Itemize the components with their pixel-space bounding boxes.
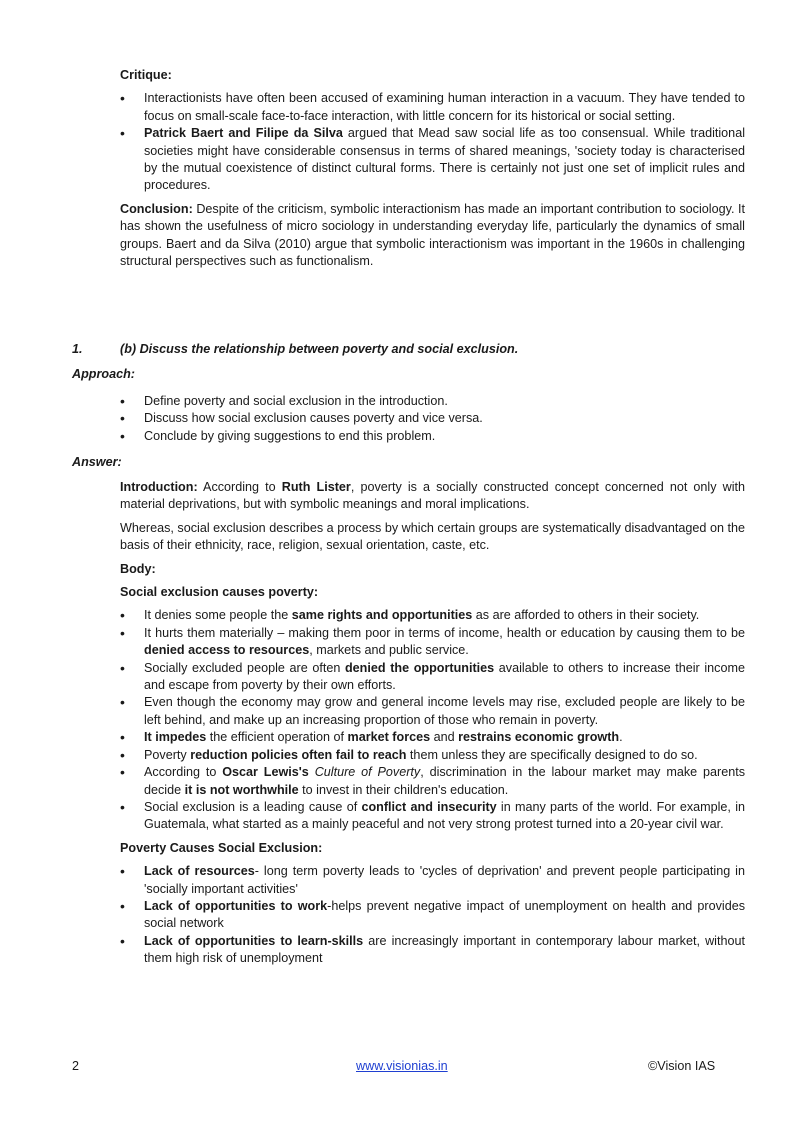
list-item: • Lack of resources- long term poverty leads to 'cycles of deprivation' and prevent people participating in 'socially important activities': [120, 863, 745, 898]
approach-section: [120, 393, 745, 445]
critique-heading: Critique:: [120, 68, 172, 82]
list-item: • According to Oscar Lewis's Culture of Poverty, discrimination in the labour market may make parents decide it is not worthwhile to invest in their children's education.: [120, 764, 745, 799]
list-item: • Socially excluded people are often denied the opportunities available to others to increase their income and escape from poverty by their own efforts.: [120, 660, 745, 695]
poverty-causes-exclusion-list: [120, 863, 745, 967]
list-item: • It impedes the efficient operation of market forces and restrains economic growth.: [120, 729, 745, 746]
copyright-text: ©Vision IAS: [648, 1059, 716, 1073]
list-item: • Discuss how social exclusion causes poverty and vice versa.: [120, 410, 745, 427]
list-item: • It hurts them materially – making them poor in terms of income, health or education by causing them to be denied access to resources, markets and public service.: [120, 625, 745, 660]
list-item: • Interactionists have often been accused of examining human interaction in a vacuum. They have tended to focus on small-scale face-to-face interaction, with little concern for its historical or social setting.: [120, 90, 745, 125]
introduction-paragraph: Introduction: According to Ruth Lister, poverty is a socially constructed concept concerned not only with material deprivations, but with symbolic meanings and moral implications.: [120, 480, 746, 512]
critique-section: [120, 67, 745, 270]
question-number: 1.: [72, 342, 83, 356]
list-item: • Lack of opportunities to learn-skills are increasingly important in contemporary labour market, without them high risk of unemployment: [120, 933, 745, 968]
list-item: • Even though the economy may grow and general income levels may rise, excluded people are likely to be left behind, and make up an increasing proportion of those who remain in poverty.: [120, 694, 745, 729]
website-link[interactable]: www.visionias.in: [356, 1059, 448, 1073]
approach-list: [120, 393, 745, 445]
conclusion-paragraph: Conclusion: Despite of the criticism, symbolic interactionism has made an important contribution to sociology. It has shown the usefulness of micro sociology in understanding everyday life, particularly the dynamics of small groups. Baert and da Silva (2010) argue that symbolic interactionism was important in the 1960s in challenging structural perspectives such as functionalism.: [120, 201, 745, 269]
page-number: 2: [72, 1059, 80, 1073]
list-item: • Define poverty and social exclusion in the introduction.: [120, 393, 745, 410]
section-heading: Poverty Causes Social Exclusion:: [120, 840, 323, 855]
whereas-paragraph: Whereas, social exclusion describes a process by which certain groups are systematically disadvantaged on the basis of their ethnicity, race, religion, sexual orientation, caste, etc.: [120, 520, 745, 553]
answer-label: Answer:: [72, 455, 122, 469]
list-item: • Conclude by giving suggestions to end this problem.: [120, 428, 745, 445]
section-heading: Social exclusion causes poverty:: [120, 585, 319, 600]
list-item: • Poverty reduction policies often fail to reach them unless they are specifically designed to do so.: [120, 747, 745, 764]
approach-label: Approach:: [72, 367, 135, 381]
body-heading: Body:: [120, 561, 156, 576]
list-item: • Patrick Baert and Filipe da Silva argued that Mead saw social life as too consensual. While traditional societies might have considerable consensus in terms of shared meanings, 'society today is characterised by the mutual coexistence of distinct cultural forms. There is certainly not just one set of implicit rules and procedures.: [120, 125, 745, 195]
list-item: • It denies some people the same rights and opportunities as are afforded to others in their society.: [120, 607, 745, 624]
answer-section: [120, 479, 745, 968]
list-item: • Lack of opportunities to work-helps prevent negative impact of unemployment on health and provides social network: [120, 898, 745, 933]
list-item: • Social exclusion is a leading cause of conflict and insecurity in many parts of the world. For example, in Guatemala, what started as a mainly peaceful and not very strong protest turned into a 20-year civil war.: [120, 799, 745, 834]
critique-list: [120, 90, 745, 194]
exclusion-causes-poverty-list: [120, 607, 745, 833]
question-text: (b) Discuss the relationship between poverty and social exclusion.: [120, 342, 519, 356]
